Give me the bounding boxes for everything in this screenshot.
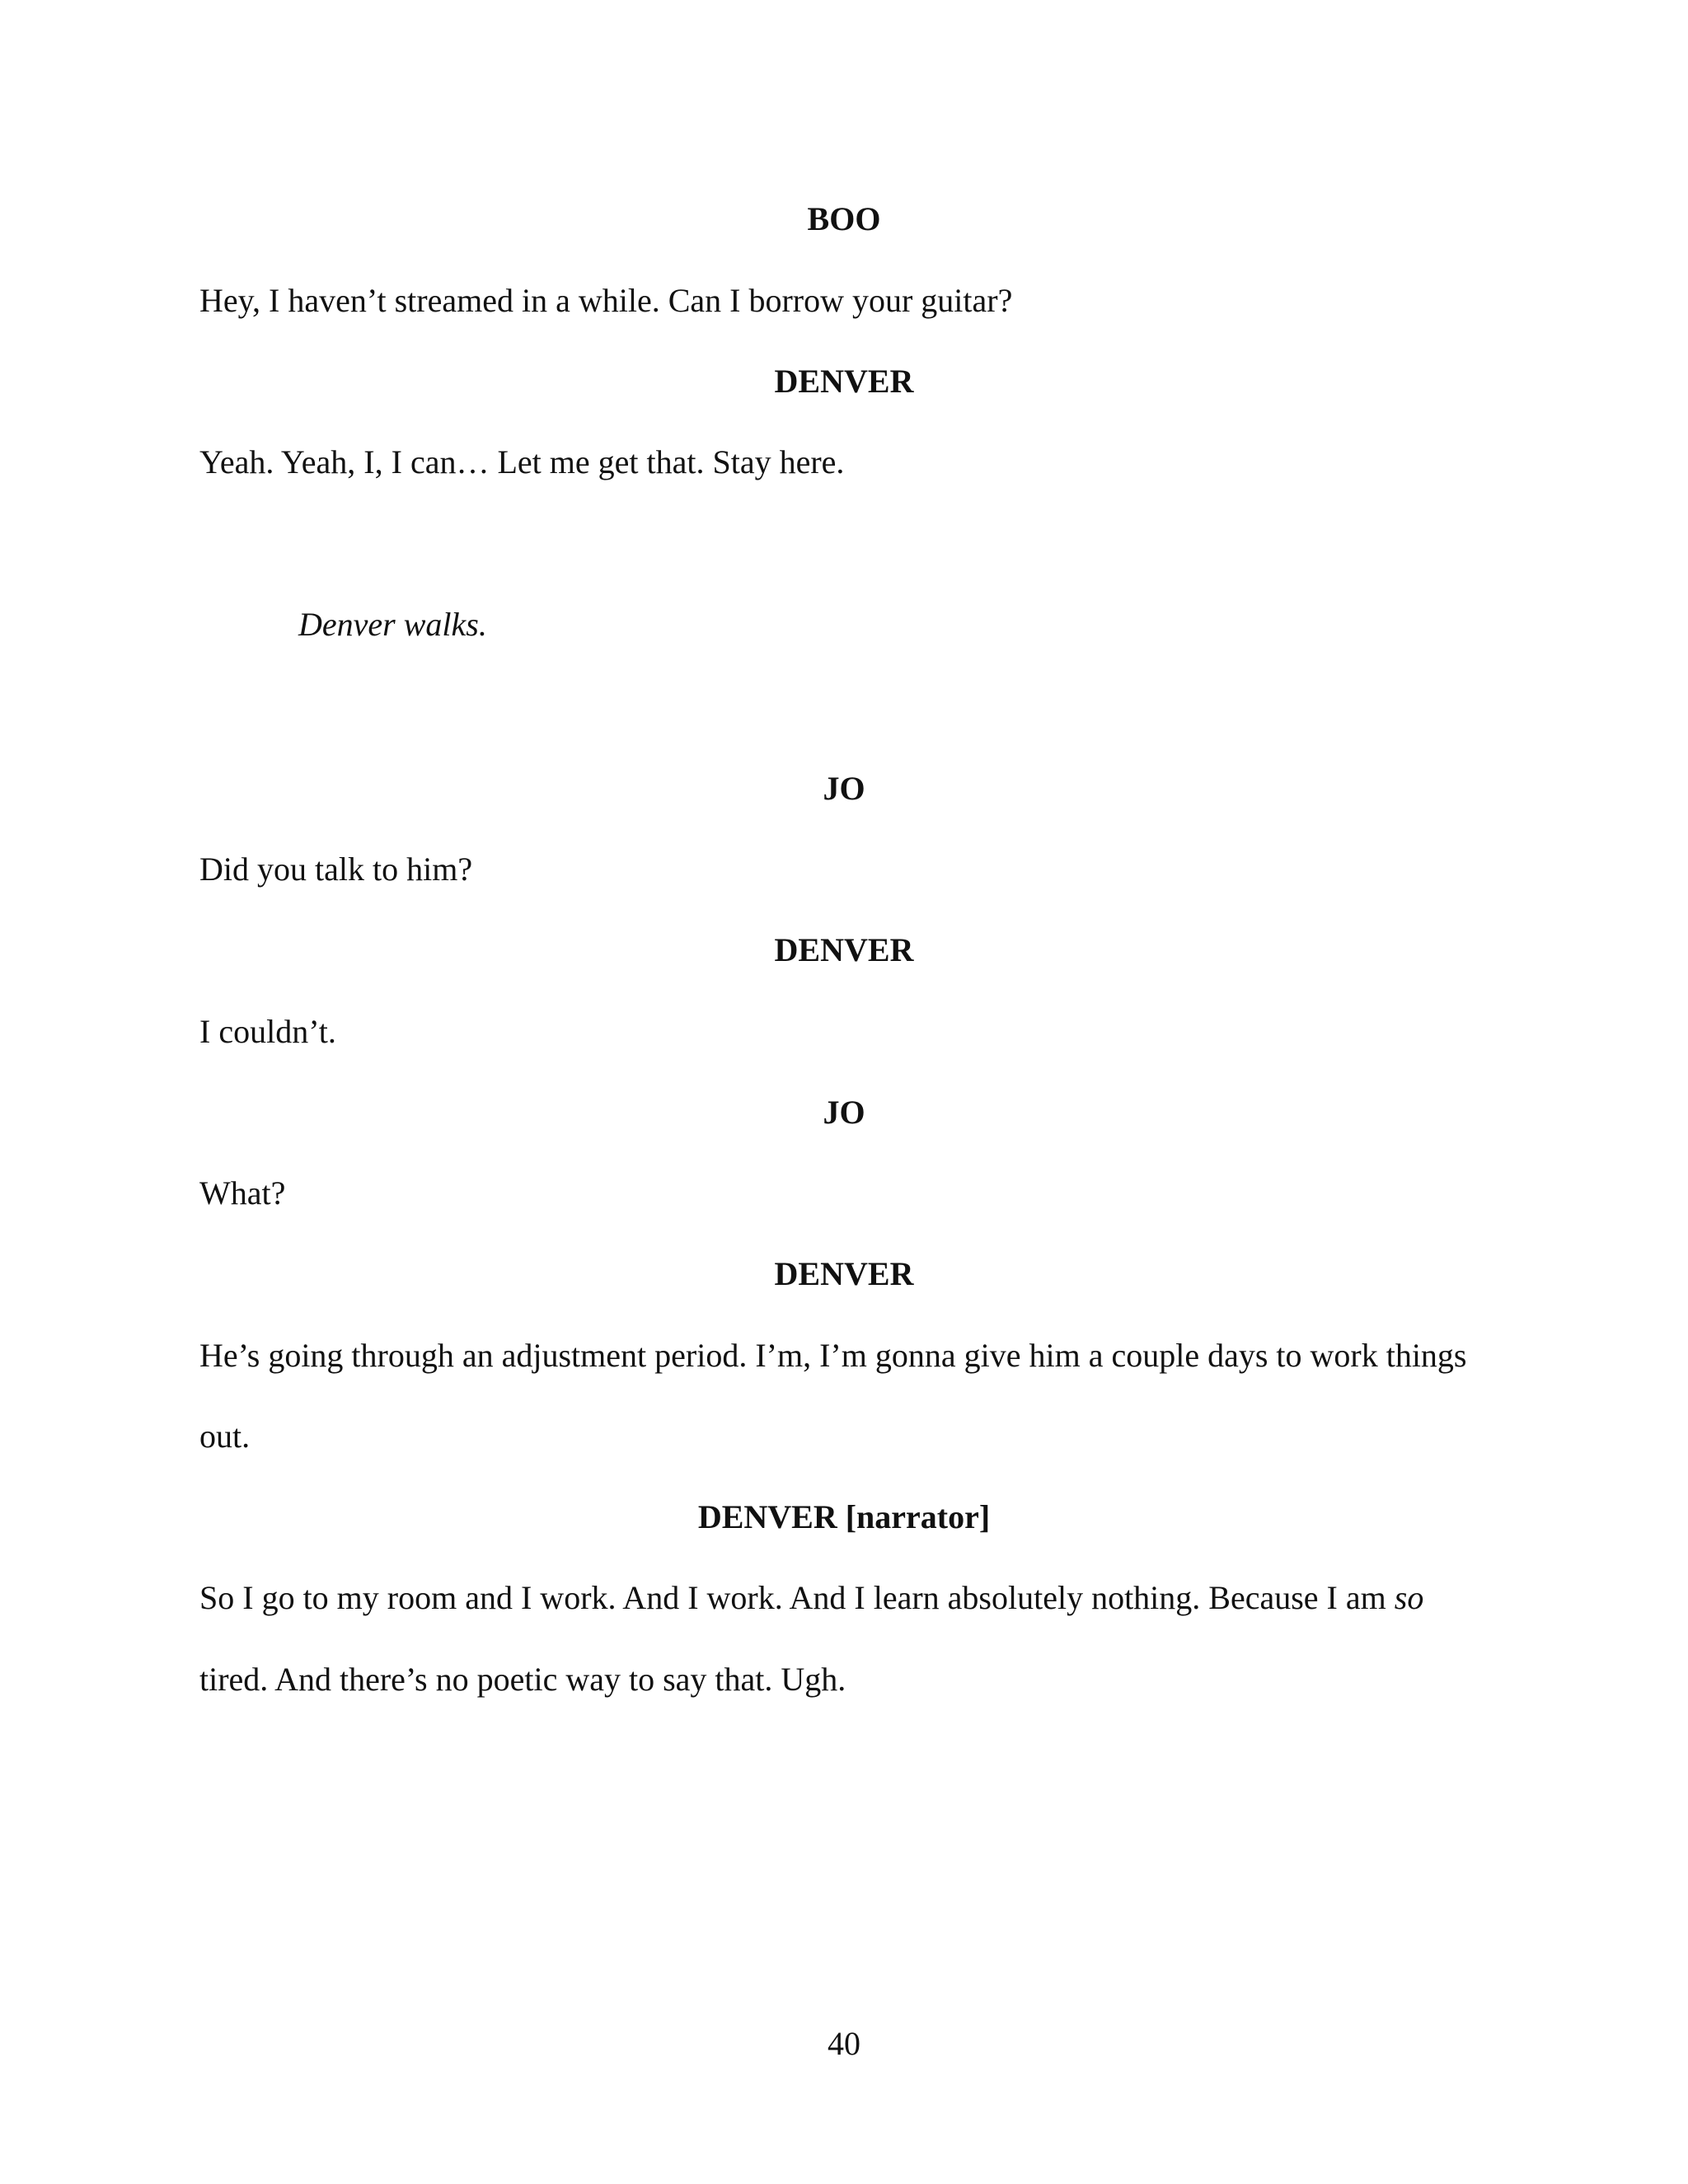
dialogue-line: Did you talk to him? <box>199 851 473 888</box>
speaker-name: DENVER <box>774 1255 914 1292</box>
stage-direction: Denver walks. <box>298 606 487 643</box>
speaker-name: JO <box>823 1094 865 1131</box>
speaker-name: DENVER [narrator] <box>697 1498 991 1535</box>
dialogue-line: tired. And there’s no poetic way to say that. Ugh. <box>199 1661 846 1698</box>
dialogue-line: What? <box>199 1174 286 1212</box>
speaker-name: DENVER <box>774 363 914 400</box>
speaker-name: BOO <box>807 200 881 237</box>
emphasized-word: so <box>1394 1579 1424 1616</box>
dialogue-line <box>199 1577 1518 1619</box>
dialogue-line: He’s going through an adjustment period. I’m, I’m gonna give him a couple days to work things <box>199 1337 1467 1374</box>
dialogue-line: Hey, I haven’t streamed in a while. Can I borrow your guitar? <box>199 282 1013 319</box>
dialogue-line: I couldn’t. <box>199 1013 336 1050</box>
page-number: 40 <box>828 2025 860 2062</box>
speaker-name: DENVER <box>774 931 914 968</box>
dialogue-line: Yeah. Yeah, I, I can… Let me get that. Stay here. <box>199 443 845 480</box>
speaker-name: JO <box>823 770 865 807</box>
dialogue-text: So I go to my room and I work. And I work. And I learn absolutely nothing. Because I am <box>199 1579 1395 1616</box>
dialogue-line: out. <box>199 1418 251 1455</box>
